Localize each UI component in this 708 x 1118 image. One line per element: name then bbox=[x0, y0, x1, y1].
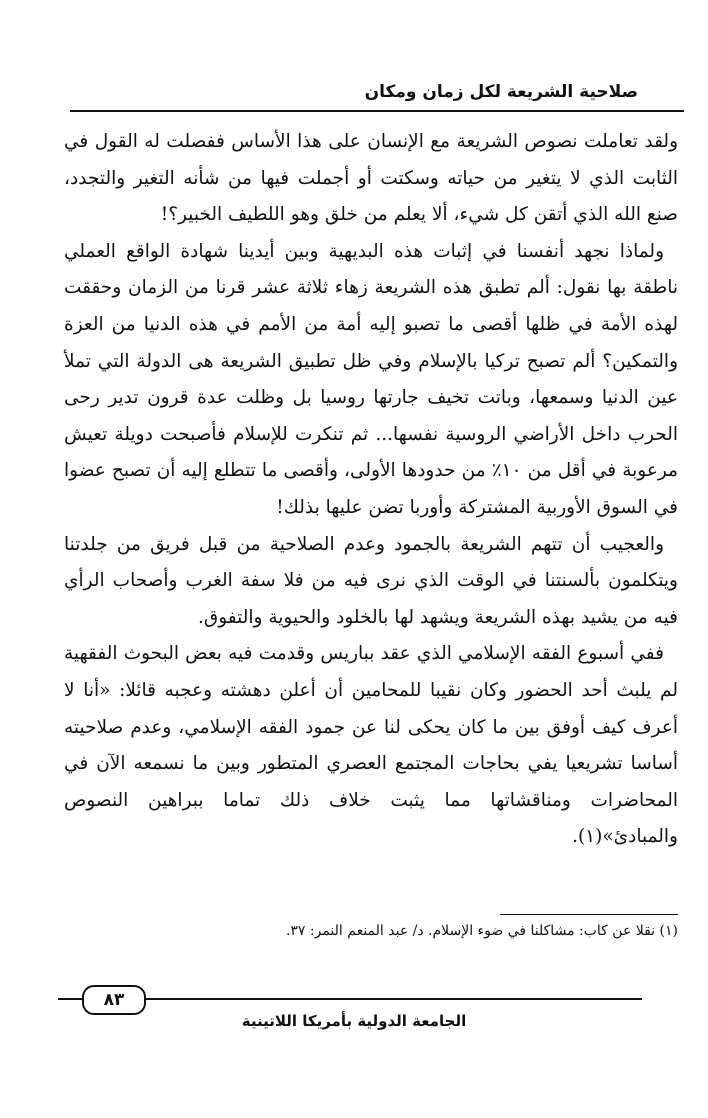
footer-rule-right bbox=[142, 998, 642, 1000]
header-divider bbox=[70, 110, 684, 112]
footnote-divider bbox=[500, 914, 678, 915]
paragraph: والعجيب أن تتهم الشريعة بالجمود وعدم الصلاحية من قبل فريق من جلدتنا ويتكلمون بألسنتنا في الوقت الذي نرى فيه من فلا سفة الغرب وأصحاب الرأي فيه من يشيد بهذه الشريعة ويشهد لها بالخلود والحيوية والتفوق. bbox=[64, 533, 678, 628]
paragraph: ولماذا نجهد أنفسنا في إثبات هذه البديهية وبين أيدينا شهادة الواقع العملي ناطقة بها نقول: ألم تطبق هذه الشريعة زهاء ثلاثة عشر قرنا من الزمان وحققت لهذه الأمة في ظلها أقصى ما تصبو إليه أمة من الأمم في هذه الدنيا من العزة والتمكين؟ ألم تصبح تركيا بالإسلام وفي ظل تطبيق الشريعة هى الدولة التي تملأ عين الدنيا وسمعها، وباتت تخيف جارتها روسيا بل وظلت عدة قرون تدير رحى الحرب داخل الأراضي الروسية نفسها... ثم تنكرت للإسلام فأصبحت دويلة تعيش مرعوبة في أقل من ١٠٪ من حدودها الأولى، وأقصى ما تتطلع إليه أن تصبح عضوا في السوق الأوربية المشتركة وأوربا تضن عليها بذلك! bbox=[64, 240, 678, 518]
publisher-name: الجامعة الدولية بأمريكا اللاتينية bbox=[241, 1012, 467, 1030]
footnote: (١) نقلا عن كاب: مشاكلنا في ضوء الإسلام. د/ عبد المنعم النمر: ٣٧. bbox=[285, 923, 678, 939]
page-number: ٨٣ bbox=[82, 985, 146, 1015]
footer-rule-left bbox=[58, 998, 84, 1000]
body-text bbox=[64, 124, 678, 856]
paragraph: ولقد تعاملت نصوص الشريعة مع الإنسان على هذا الأساس ففصلت له القول في الثابت الذي لا يتغير من حياته وسكتت أو أجملت فيها من شأنه التغير والتجدد، صنع الله الذي أتقن كل شيء، ألا يعلم من خلق وهو اللطيف الخبير؟! bbox=[64, 131, 678, 226]
running-header-title: صلاحية الشريعة لكل زمان ومكان bbox=[364, 82, 638, 102]
paragraph: ففي أسبوع الفقه الإسلامي الذي عقد بباريس وقدمت فيه بعض البحوث الفقهية لم يلبث أحد الحضور وكان نقيبا للمحامين أن أعلن دهشته وعجبه قائلا: «أنا لا أعرف كيف أوفق بين ما كان يحكى لنا عن جمود الفقه الإسلامي، وعدم صلاحيته أساسا تشريعيا يفي بحاجات المجتمع العصري المتطور وبين ما نسمعه الآن في المحاضرات ومناقشاتها مما يثبت خلاف ذلك تماما ببراهين النصوص والمبادئ»(١). bbox=[64, 643, 678, 848]
